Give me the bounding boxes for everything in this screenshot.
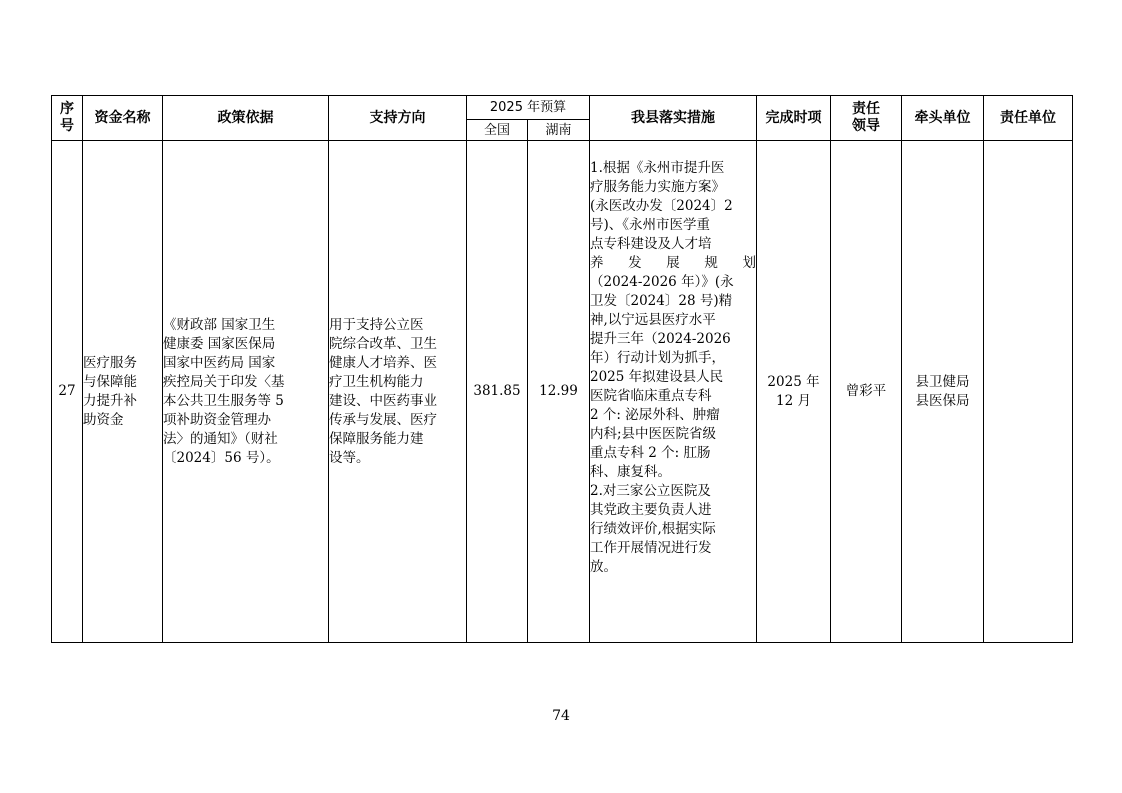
cell-seq: 27 (52, 141, 83, 643)
header-measures: 我县落实措施 (590, 96, 757, 141)
page-number: 74 (552, 708, 570, 724)
cell-completion-time: 2025 年 12 月 (757, 141, 831, 643)
funding-table (51, 95, 1073, 643)
header-budget-national: 全国 (467, 120, 528, 141)
cell-lead-unit: 县卫健局 县医保局 (902, 141, 984, 643)
header-budget-hunan: 湖南 (528, 120, 590, 141)
table-row (52, 141, 1073, 643)
cell-budget-hunan: 12.99 (528, 141, 590, 643)
cell-leader: 曾彩平 (831, 141, 902, 643)
cell-responsible-unit (984, 141, 1073, 643)
cell-budget-national: 381.85 (467, 141, 528, 643)
header-support-direction: 支持方向 (329, 96, 467, 141)
header-responsible-leader: 责任 领导 (831, 96, 902, 141)
cell-fund-name: 医疗服务 与保障能 力提升补 助资金 (83, 141, 163, 643)
header-budget-group: 2025 年预算 (467, 96, 590, 120)
cell-measures: 1.根据《永州市提升医 疗服务能力实施方案》 (永医改办发〔2024〕2 号)、《永州市医学重 点专科建设及人才培 养 发 展 规 划 （2024-2026 年）》(永 卫发〔2024〕28 号)精 神,以宁远县医疗水平 提升三年（2024-2026 年）行动计划为抓手， 2025 年拟建设县人民 医院省临床重点专科 2 个: 泌尿外科、肿瘤 内科;县中医医院省级 重点专科 2 个: 肛肠 科、康复科。 2.对三家公立医院及 其党政主要负责人进 行绩效评价,根据实际 工作开展情况进行发 放。 (590, 141, 757, 643)
header-seq: 序 号 (52, 96, 83, 141)
header-lead-unit: 牵头单位 (902, 96, 984, 141)
cell-policy-basis: 《财政部 国家卫生 健康委 国家医保局 国家中医药局 国家 疾控局关于印发〈基 本公共卫生服务等 5 项补助资金管理办 法〉的通知》（财社 〔2024〕56 号）。 (163, 141, 329, 643)
header-fund-name: 资金名称 (83, 96, 163, 141)
cell-support-direction: 用于支持公立医 院综合改革、卫生 健康人才培养、医 疗卫生机构能力 建设、中医药事业 传承与发展、医疗 保障服务能力建 设等。 (329, 141, 467, 643)
header-policy-basis: 政策依据 (163, 96, 329, 141)
header-completion-time: 完成时项 (757, 96, 831, 141)
header-responsible-unit: 责任单位 (984, 96, 1073, 141)
